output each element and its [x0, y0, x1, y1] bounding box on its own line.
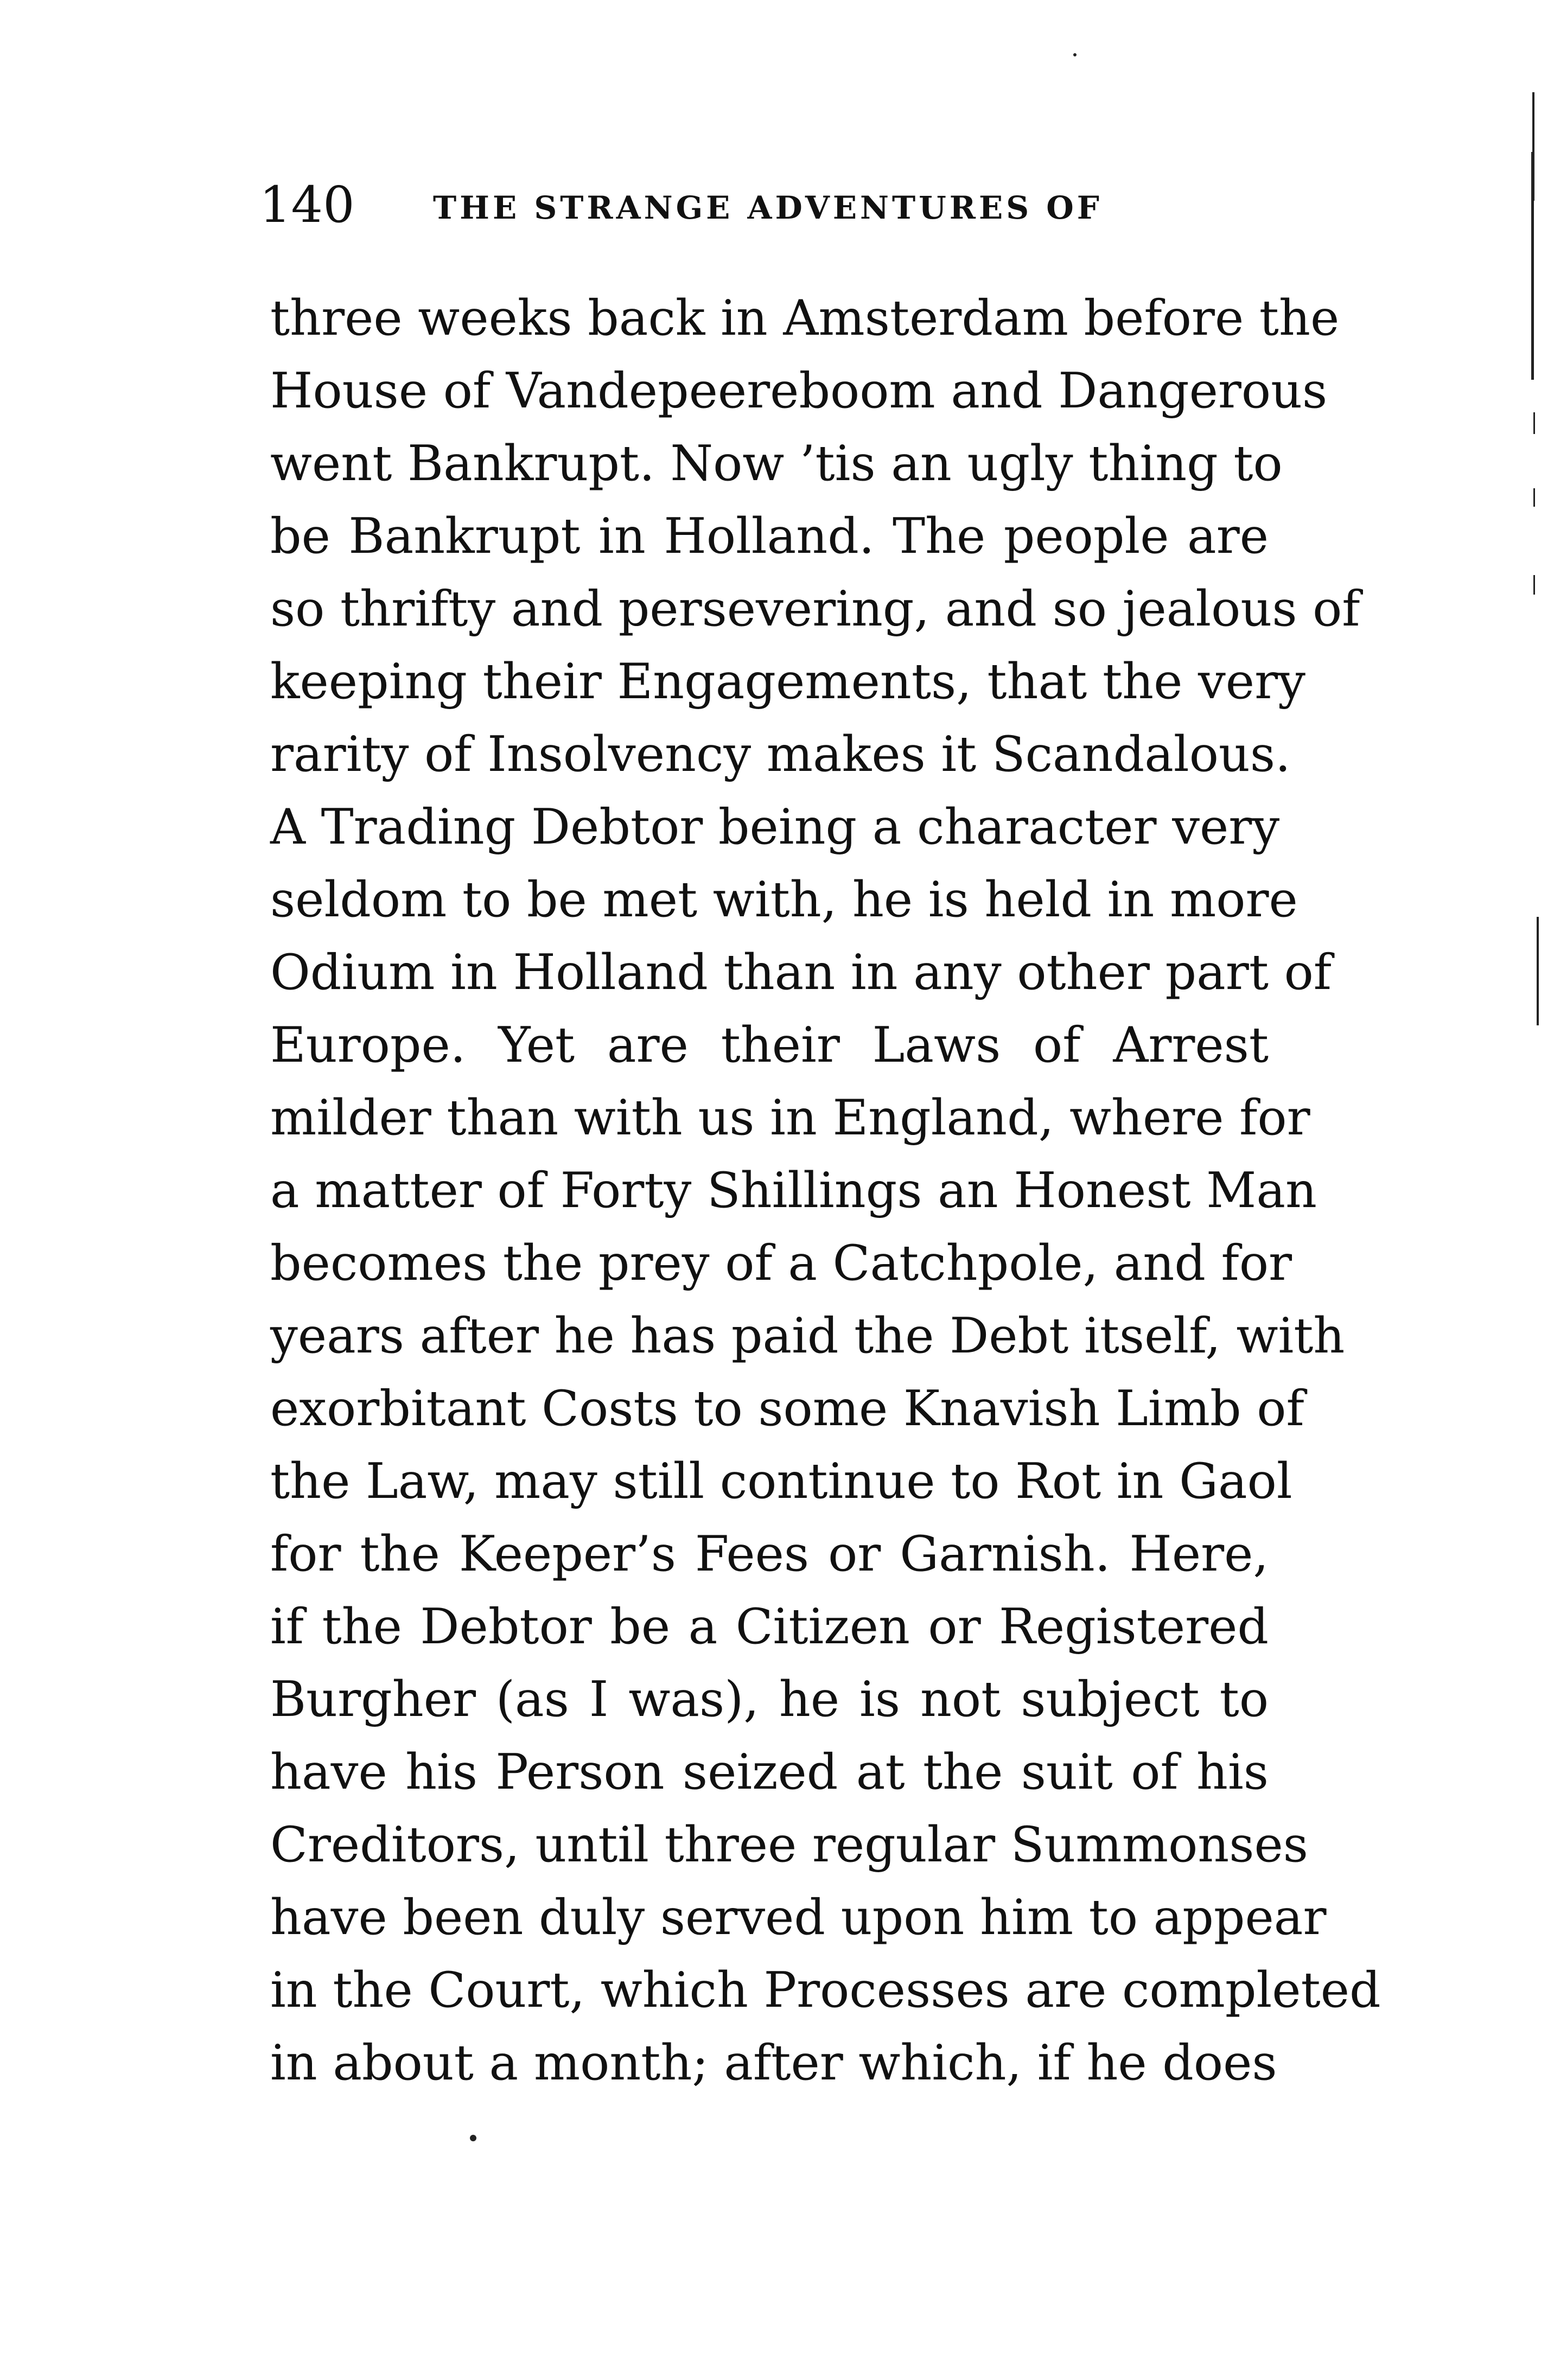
page-edge-mark	[1533, 488, 1535, 507]
text-line: in the Court, which Processes are completed	[270, 1962, 1381, 2019]
page-edge-mark	[1533, 575, 1535, 595]
running-title: THE STRANGE ADVENTURES OF	[433, 189, 1103, 226]
page-edge-mark	[1533, 412, 1535, 434]
text-line: becomes the prey of a Catchpole, and for	[270, 1235, 1292, 1292]
text-line: in about a month; after which, if he does	[270, 2034, 1277, 2091]
page-edge-mark	[1531, 152, 1534, 380]
body-text	[270, 282, 1381, 2100]
text-line: Burgher (as I was), he is not subject to	[270, 1671, 1269, 1728]
text-line: a matter of Forty Shillings an Honest Man	[270, 1162, 1317, 1219]
text-line: have been duly served upon him to appear	[270, 1889, 1327, 1946]
scan-speck	[1073, 53, 1077, 56]
text-line: House of Vandepeereboom and Dangerous	[270, 362, 1328, 419]
text-line: Europe. Yet are their Laws of Arrest	[270, 1017, 1269, 1074]
text-line: years after he has paid the Debt itself, with	[270, 1307, 1345, 1364]
page-edge-mark	[1537, 917, 1539, 1025]
page-number: 140	[259, 176, 355, 234]
text-line: keeping their Engagements, that the very	[270, 653, 1305, 710]
running-head	[259, 173, 1290, 238]
text-line: the Law, may still continue to Rot in Gaol	[270, 1453, 1292, 1510]
text-line: Creditors, until three regular Summonses	[270, 1816, 1308, 1873]
text-line: rarity of Insolvency makes it Scandalous.	[270, 726, 1291, 783]
text-line: so thrifty and persevering, and so jealous of	[270, 580, 1360, 637]
scan-speck	[470, 2135, 476, 2141]
text-line: if the Debtor be a Citizen or Registered	[270, 1598, 1269, 1655]
text-line: Odium in Holland than in any other part of	[270, 944, 1332, 1001]
text-line: have his Person seized at the suit of his	[270, 1744, 1269, 1801]
text-line: seldom to be met with, he is held in more	[270, 871, 1298, 928]
text-line: three weeks back in Amsterdam before the	[270, 290, 1340, 347]
text-line: exorbitant Costs to some Knavish Limb of	[270, 1380, 1304, 1437]
text-line: milder than with us in England, where for	[270, 1089, 1310, 1146]
text-line: be Bankrupt in Holland. The people are	[270, 508, 1269, 565]
text-line: went Bankrupt. Now ’tis an ugly thing to	[270, 435, 1283, 492]
text-line: for the Keeper’s Fees or Garnish. Here,	[270, 1526, 1269, 1583]
text-line: A Trading Debtor being a character very	[270, 799, 1280, 856]
